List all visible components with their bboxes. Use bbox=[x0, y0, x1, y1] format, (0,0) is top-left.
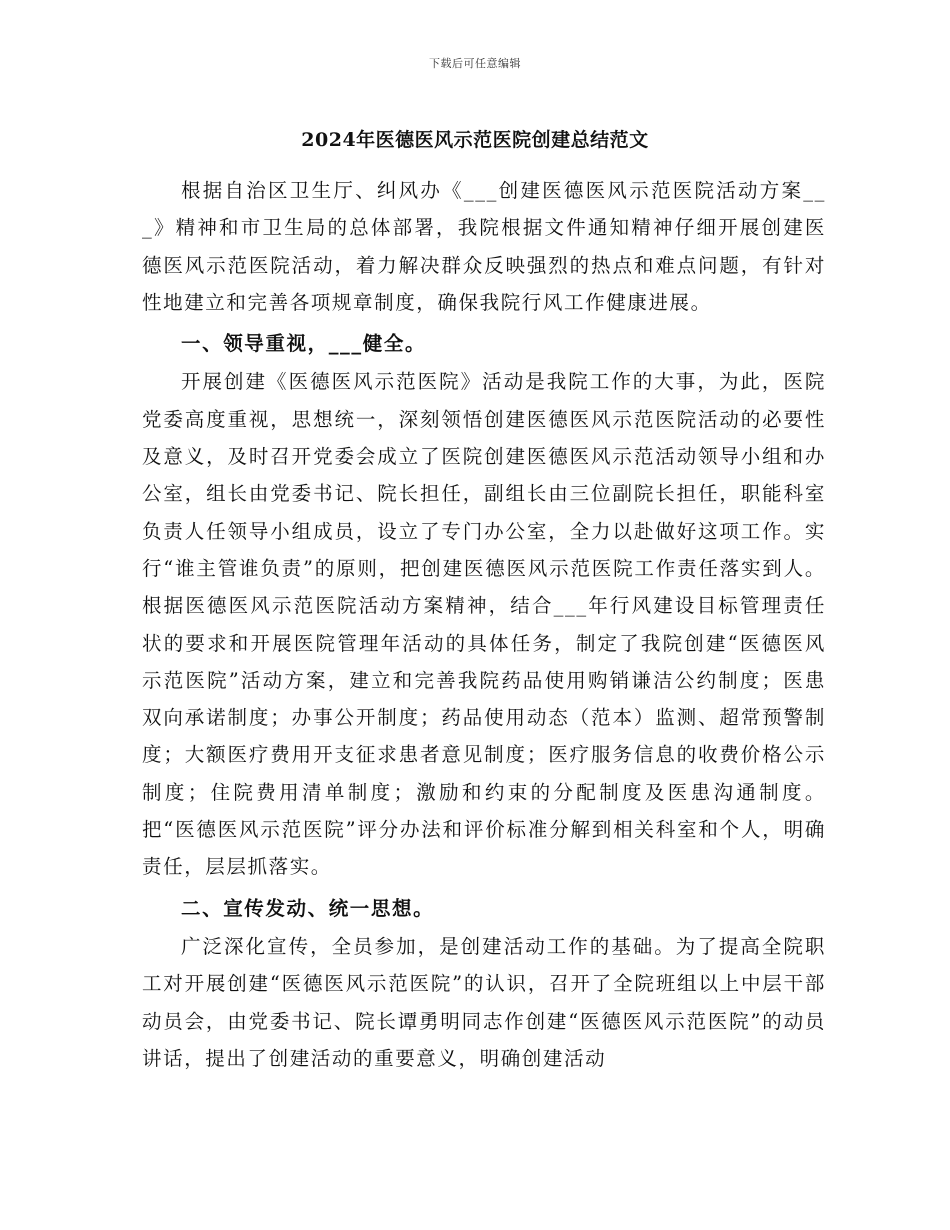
paragraph-intro: 根据自治区卫生厅、纠风办《___创建医德医风示范医院活动方案___》精神和市卫生局的总体部署，我院根据文件通知精神仔细开展创建医德医风示范医院活动，着力解决群众反映强烈的热点和难点问题，有针对性地建立和完善各项规章制度，确保我院行风工作健康进展。 bbox=[142, 179, 826, 314]
document-title: 2024年医德医风示范医院创建总结范文 bbox=[301, 129, 649, 151]
paragraph-publicity: 广泛深化宣传，全员参加，是创建活动工作的基础。为了提高全院职工对开展创建“医德医风示范医院”的认识，召开了全院班组以上中层干部动员会，由党委书记、院长谭勇明同志作创建“医德医风示范医院”的动员讲话，提出了创建活动的重要意义，明确创建活动 bbox=[142, 934, 826, 1070]
section-heading-2: 二、宣传发动、统一思想。 bbox=[181, 896, 435, 920]
section-heading-1: 一、领导重视，___健全。 bbox=[181, 332, 427, 356]
paragraph-leadership: 开展创建《医德医风示范医院》活动是我院工作的大事，为此，医院党委高度重视，思想统一，深刻领悟创建医德医风示范医院活动的必要性及意义，及时召开党委会成立了医院创建医德医风示范活动领导小组和办公室，组长由党委书记、院长担任，副组长由三位副院长担任，职能科室负责人任领导小组成员，设立了专门办公室，全力以赴做好这项工作。实行“谁主管谁负责”的原则，把创建医德医风示范医院工作责任落实到人。根据医德医风示范医院活动方案精神，结合___年行风建设目标管理责任状的要求和开展医院管理年活动的具体任务，制定了我院创建“医德医风示范医院”活动方案，建立和完善我院药品使用购销谦洁公约制度；医患双向承诺制度；办事公开制度；药品使用动态（范本）监测、超常预警制度；大额医疗费用开支征求患者意见制度；医疗服务信息的收费价格公示制度；住院费用清单制度；激励和约束的分配制度及医患沟通制度。把“医德医风示范医院”评分办法和评价标准分解到相关科室和个人，明确责任，层层抓落实。 bbox=[142, 370, 826, 879]
document-body bbox=[142, 172, 826, 1077]
header-note: 下载后可任意编辑 bbox=[429, 57, 521, 70]
